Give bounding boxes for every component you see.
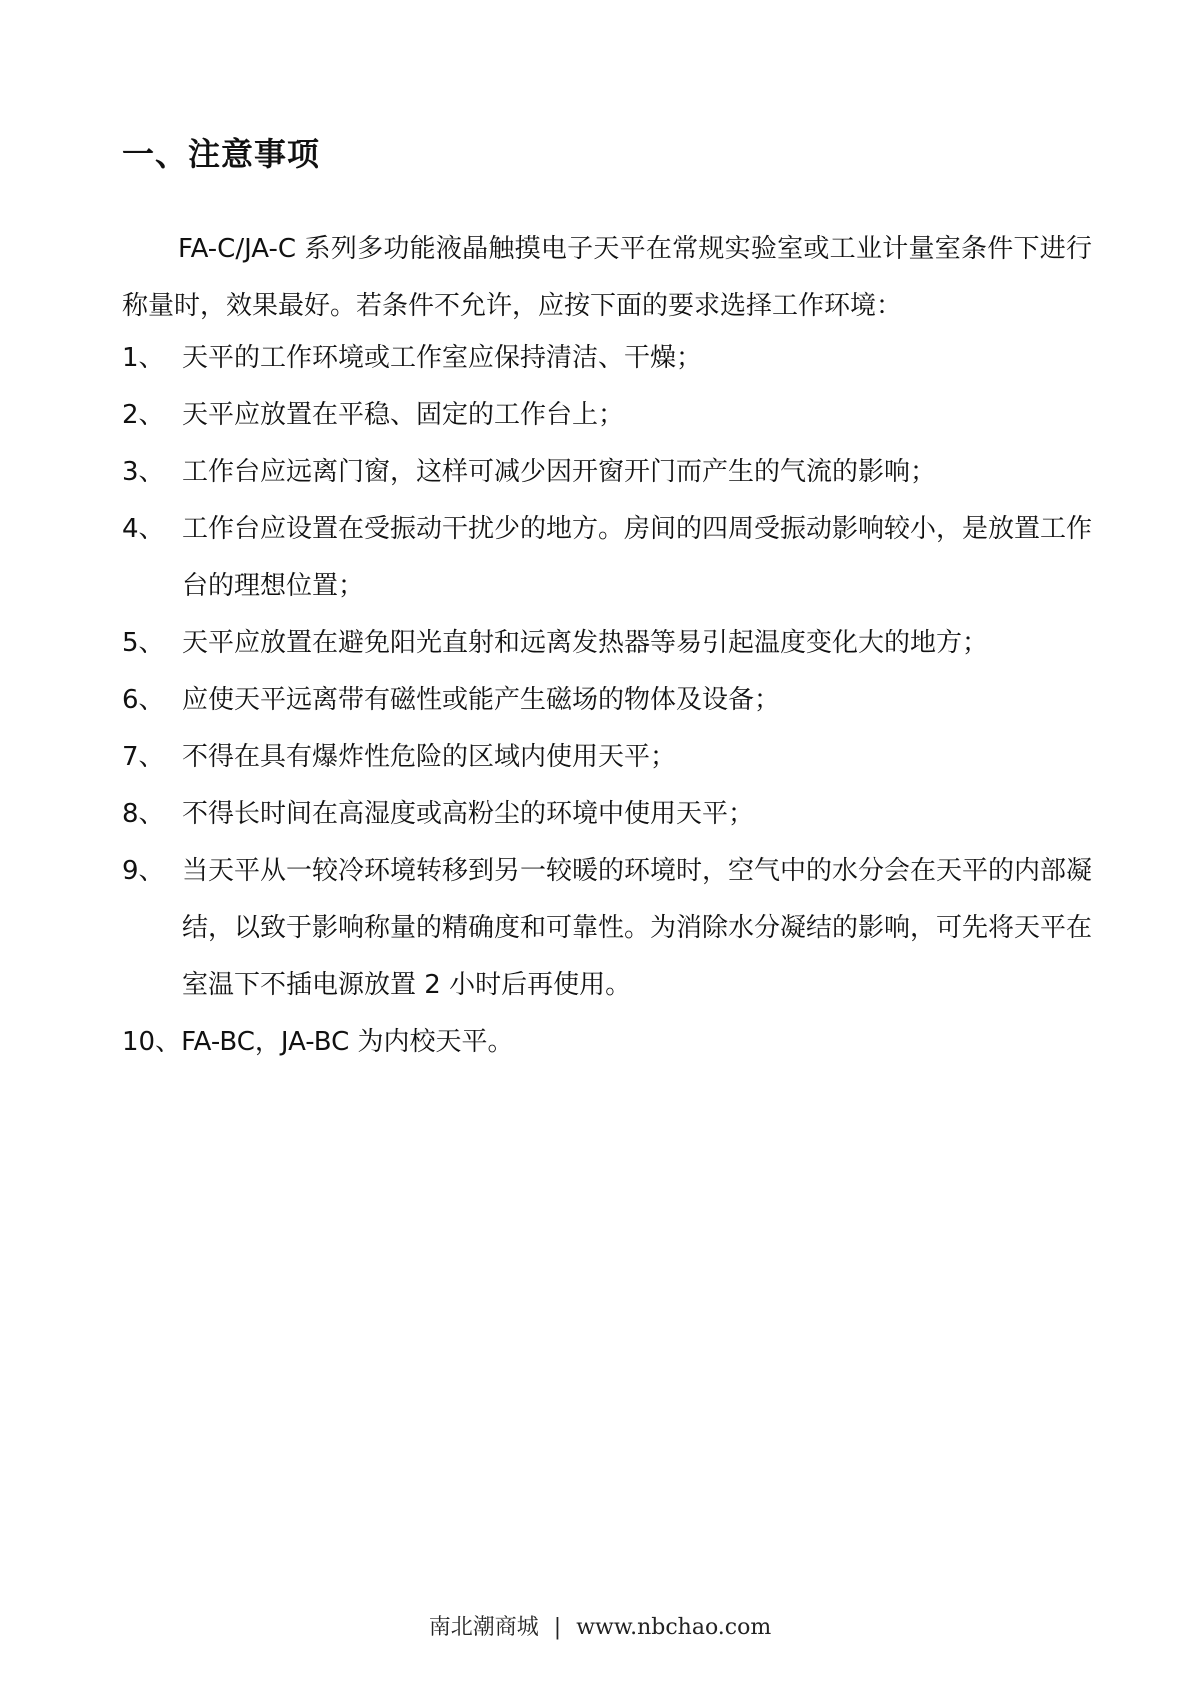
item-text: 天平应放置在平稳、固定的工作台上；	[182, 400, 625, 430]
list-item	[122, 501, 1092, 615]
list-item	[122, 1014, 1092, 1071]
list-item	[122, 330, 1092, 387]
item-number: 4、	[122, 514, 165, 544]
item-text: 天平的工作环境或工作室应保持清洁、干燥；	[182, 343, 703, 373]
footer-separator: |	[553, 1615, 562, 1640]
item-number: 10、	[122, 1027, 182, 1057]
item-number: 7、	[122, 742, 165, 772]
precautions-list	[122, 330, 1092, 1071]
footer-url: www.nbchao.com	[576, 1615, 772, 1640]
item-number: 3、	[122, 457, 165, 487]
section-heading: 一、注意事项	[122, 135, 321, 173]
item-number: 9、	[122, 856, 165, 886]
list-item	[122, 729, 1092, 786]
list-item	[122, 444, 1092, 501]
item-text: 工作台应远离门窗，这样可减少因开窗开门而产生的气流的影响；	[182, 457, 937, 487]
item-number: 1、	[122, 343, 165, 373]
list-item	[122, 387, 1092, 444]
item-text: 不得长时间在高湿度或高粉尘的环境中使用天平；	[182, 799, 755, 829]
item-text: 不得在具有爆炸性危险的区域内使用天平；	[182, 742, 677, 772]
item-text: 当天平从一较冷环境转移到另一较暖的环境时，空气中的水分会在天平的内部凝结，以致于影响称量的精确度和可靠性。为消除水分凝结的影响，可先将天平在室温下不插电源放置 2 小时后再使用。	[182, 856, 1093, 1000]
footer-site-name: 南北潮商城	[428, 1615, 539, 1640]
item-number: 2、	[122, 400, 165, 430]
item-number: 5、	[122, 628, 165, 658]
list-item	[122, 843, 1092, 1014]
item-text: 工作台应设置在受振动干扰少的地方。房间的四周受振动影响较小，是放置工作台的理想位置；	[182, 514, 1093, 601]
list-item	[122, 786, 1092, 843]
intro-paragraph: FA-C/JA-C 系列多功能液晶触摸电子天平在常规实验室或工业计量室条件下进行称量时，效果最好。若条件不允许，应按下面的要求选择工作环境：	[122, 234, 1092, 321]
item-text: 应使天平远离带有磁性或能产生磁场的物体及设备；	[182, 685, 781, 715]
item-number: 8、	[122, 799, 165, 829]
item-text: FA-BC，JA-BC 为内校天平。	[181, 1027, 514, 1057]
list-item	[122, 615, 1092, 672]
page-footer	[0, 1610, 1200, 1641]
item-number: 6、	[122, 685, 165, 715]
list-item	[122, 672, 1092, 729]
item-text: 天平应放置在避免阳光直射和远离发热器等易引起温度变化大的地方；	[182, 628, 989, 658]
